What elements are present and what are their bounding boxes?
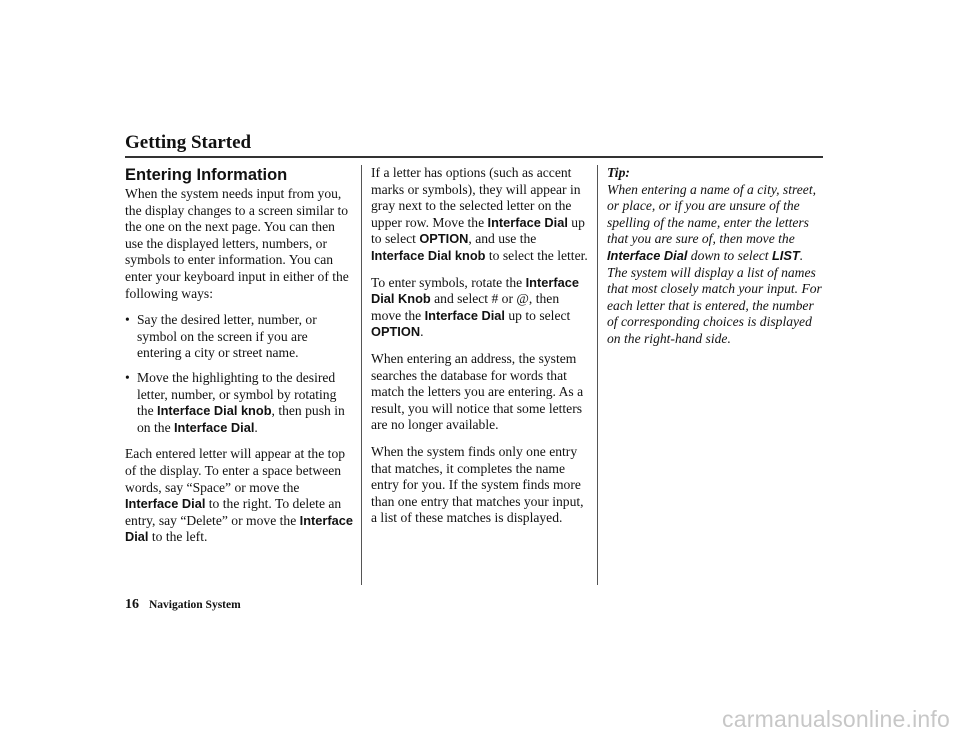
control-name: Interface Dial: [424, 307, 505, 323]
control-name: Interface Dial: [125, 496, 206, 512]
matches-paragraph: When the system finds only one entry that matches, it completes the name entry for you. If the system finds more than one entry that matches your input, a list of these matches is displayed.: [371, 443, 584, 526]
control-name: Interface Dial knob: [371, 247, 486, 263]
control-name: Interface Dial: [487, 214, 568, 230]
list-item: • Say the desired letter, number, or symbol on the screen if you are entering a city or street name.: [125, 312, 317, 361]
column-3: [607, 165, 825, 358]
control-name: Interface Dial: [174, 419, 255, 435]
title-divider: [125, 156, 823, 158]
tip-body: When entering a name of a city, street, or place, or if you are unsure of the spelling of the name, enter the letters that you are sure of, then move the Interface Dial down to select LIST. The system will display a list of names that most closely match your input. For each letter that is entered, the number of corresponding choices is displayed on the right-hand side.: [607, 181, 822, 346]
column-2: [371, 165, 590, 537]
page-number: 16: [125, 597, 139, 612]
address-paragraph: When entering an address, the system searches the database for words that match the letters you are entering. As a result, you will notice that some letters are no longer available.: [371, 350, 584, 433]
column-1: [125, 165, 353, 556]
control-name: Interface Dial: [125, 512, 353, 545]
intro-paragraph: When the system needs input from you, the display changes to a screen similar to the one on the next page. You can then use the displayed letters, numbers, or symbols to enter information. You can enter your keyboard input in either of the following ways:: [125, 186, 349, 301]
bullet-icon: •: [125, 312, 130, 328]
input-methods-list: [125, 312, 353, 436]
control-name: OPTION: [371, 324, 421, 340]
site-watermark: carmanualsonline.info: [722, 706, 950, 732]
bullet-icon: •: [125, 369, 130, 385]
control-name: OPTION: [419, 231, 469, 247]
control-name: Interface Dial Knob: [371, 274, 579, 307]
tip-label: Tip:: [607, 165, 630, 180]
list-item: • Move the highlighting to the desired letter, number, or symbol by rotating the Interface Dial knob, then push in on the Interface Dial.: [125, 369, 345, 435]
subheading-entering-information: Entering Information: [125, 166, 288, 184]
column-divider: [597, 165, 598, 585]
page-footer: [125, 597, 241, 613]
control-name: LIST: [771, 247, 800, 263]
control-name: Interface Dial knob: [157, 403, 272, 419]
control-name: Interface Dial: [607, 247, 688, 263]
symbols-paragraph: To enter symbols, rotate the Interface Dial Knob and select # or @, then move the Interface Dial up to select OPTION.: [371, 274, 579, 340]
section-title: Getting Started: [125, 132, 252, 153]
book-title: Navigation System: [149, 599, 241, 611]
display-paragraph: Each entered letter will appear at the top of the display. To enter a space between words, say “Space” or move the Interface Dial to the right. To delete an entry, say “Delete” or move the Interface Dial to the left.: [125, 446, 353, 545]
column-divider: [361, 165, 362, 585]
options-paragraph: If a letter has options (such as accent marks or symbols), they will appear in gray next to the selected letter on the upper row. Move the Interface Dial up to select OPTION, and use the Interface Dial knob to select the letter.: [371, 165, 588, 263]
